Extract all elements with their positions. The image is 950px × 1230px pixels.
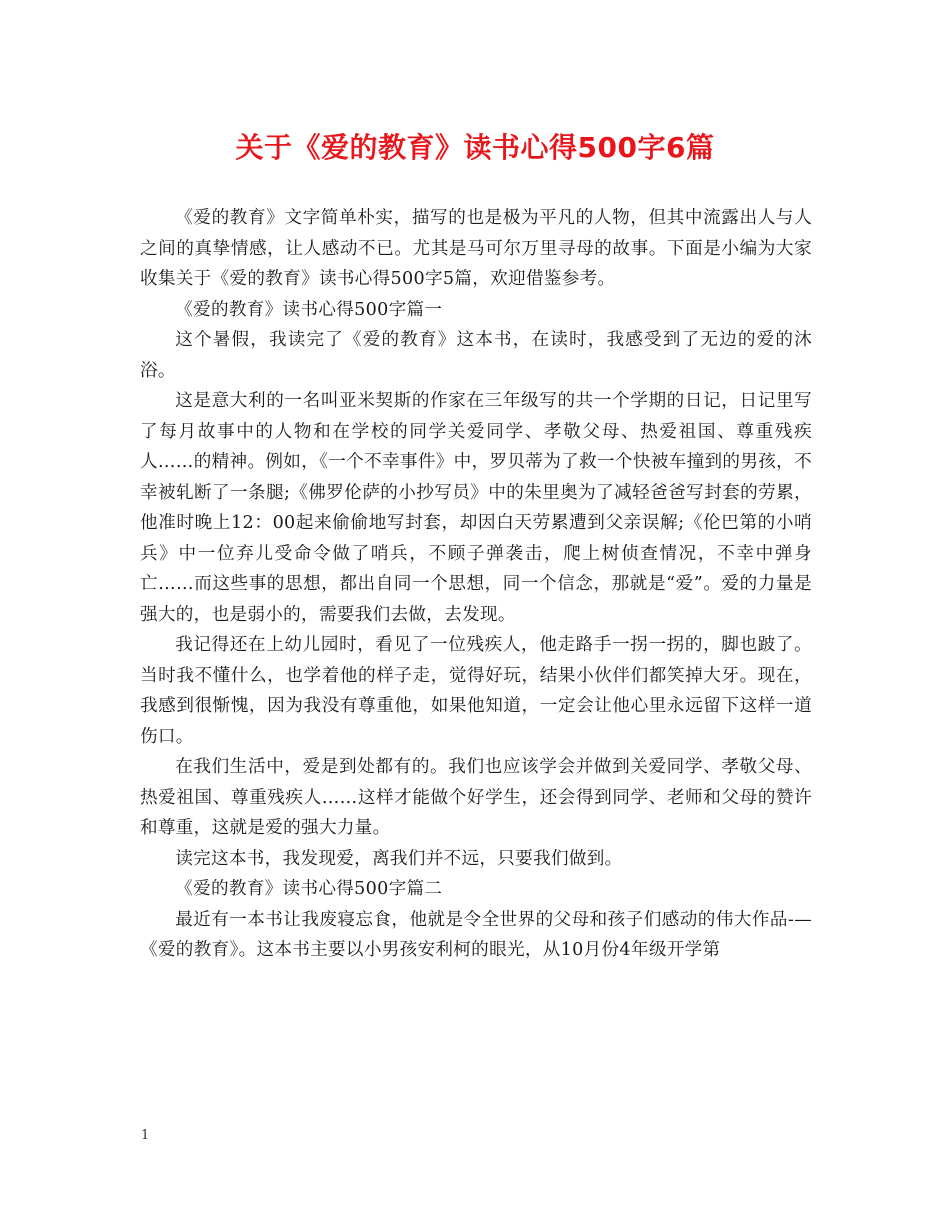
body-paragraph: 读完这本书，我发现爱，离我们并不远，只要我们做到。 bbox=[175, 848, 623, 869]
body-paragraph: 我记得还在上幼儿园时，看见了一位残疾人，他走路手一拐一拐的，脚也跛了。当时我不懂什么，也学着他的样子走，觉得好玩，结果小伙伴们都笑掉大牙。现在，我感到很惭愧，因为我没有尊重他，如果他知道，一定会让他心里永远留下这样一道伤口。 bbox=[140, 635, 812, 747]
body-paragraph: 这是意大利的一名叫亚米契斯的作家在三年级写的共一个学期的日记，日记里写了每月故事中的人物和在学校的同学关爱同学、孝敬父母、热爱祖国、尊重残疾人……的精神。例如，《一个不幸事件》中，罗贝蒂为了救一个快被车撞到的男孩，不幸被轧断了一条腿;《佛罗伦萨的小抄写员》中的朱里奥为了减轻爸爸写封套的劳累，他准时晚上12：00起来偷偷地写封套，却因白天劳累遭到父亲误解;《伦巴第的小哨兵》中一位弃儿受命令做了哨兵，不顾子弹袭击，爬上树侦查情况，不幸中弹身亡……而这些事的思想，都出自同一个思想，同一个信念，那就是“爱”。爱的力量是强大的，也是弱小的，需要我们去做，去发现。 bbox=[140, 391, 812, 625]
section-heading-2: 《爱的教育》读书心得500字篇二 bbox=[175, 879, 443, 899]
body-paragraph: 这个暑假，我读完了《爱的教育》这本书，在读时，我感受到了无边的爱的沐浴。 bbox=[140, 330, 812, 381]
document-body bbox=[140, 203, 812, 966]
intro-paragraph: 《爱的教育》文字简单朴实，描写的也是极为平凡的人物，但其中流露出人与人之间的真挚情感，让人感动不已。尤其是马可尔万里寻母的故事。下面是小编为大家收集关于《爱的教育》读书心得500字5篇，欢迎借鉴参考。 bbox=[140, 208, 812, 289]
body-paragraph: 最近有一本书让我废寝忘食，他就是令全世界的父母和孩子们感动的伟大作品-—《爱的教育》。这本书主要以小男孩安利柯的眼光，从10月份4年级开学第 bbox=[140, 909, 812, 960]
page-number: 1 bbox=[141, 1128, 150, 1143]
body-paragraph: 在我们生活中，爱是到处都有的。我们也应该学会并做到关爱同学、孝敬父母、热爱祖国、尊重残疾人……这样才能做个好学生，还会得到同学、老师和父母的赞许和尊重，这就是爱的强大力量。 bbox=[140, 757, 812, 838]
section-heading-1: 《爱的教育》读书心得500字篇一 bbox=[175, 299, 443, 320]
document-title: 关于《爱的教育》读书心得500字6篇 bbox=[235, 131, 715, 164]
